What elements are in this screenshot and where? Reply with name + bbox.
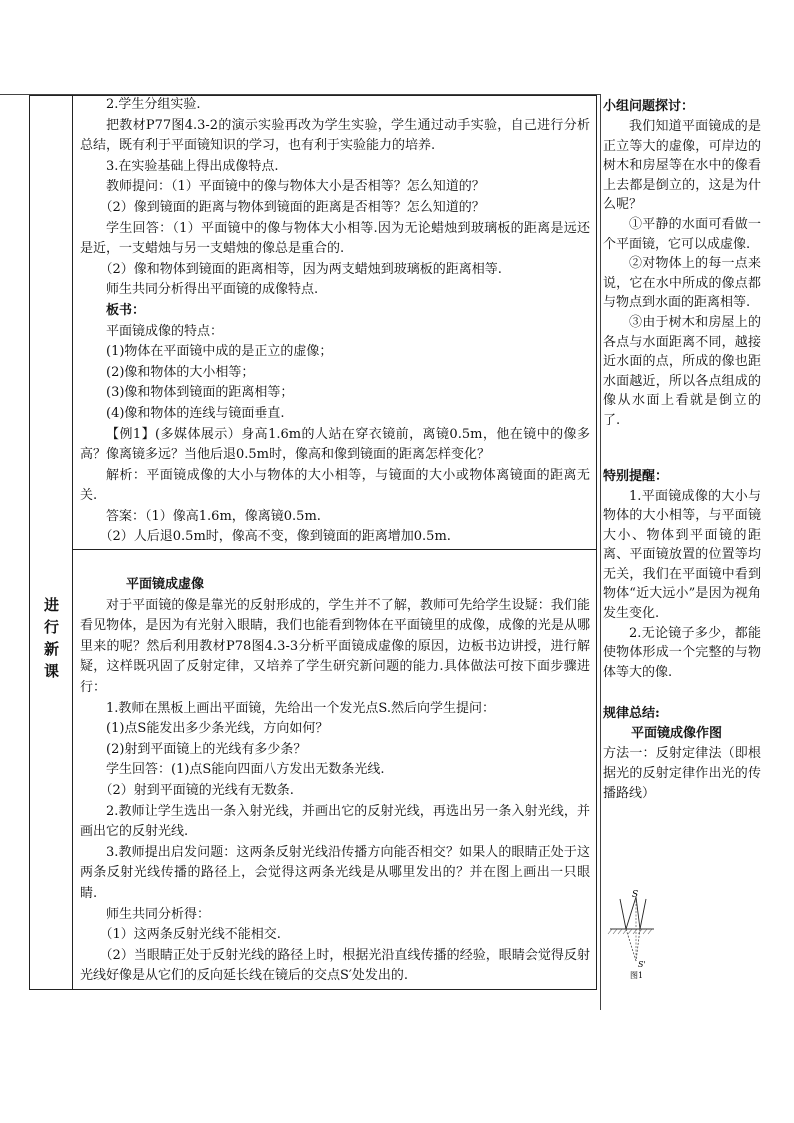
body-paragraph: 2.教师让学生选出一条入射光线，并画出它的反射光线，再选出另一条入射光线，并画出它的反射光线. [80,803,590,840]
body-paragraph: 板书： [106,302,146,318]
row2-body [74,596,596,987]
body-paragraph: (1)点S能发出多少条光线，方向如何？ [106,721,329,737]
sidebar-paragraph: 我们知道平面镜成的是正立等大的虚像，可岸边的树木和房屋等在水中的像看上去都是倒立的，这是为什么呢？ [603,119,761,213]
section-label [30,594,73,682]
sidebar [603,95,761,803]
mirror-ray-figure [606,885,656,980]
body-paragraph: 学生回答：(1)点S能向四面八方发出无数条光线. [106,762,385,778]
body-paragraph: 师生共同分析得出平面镜的成像特点. [106,282,319,298]
label-char: 课 [43,662,59,680]
body-paragraph: 【例1】(多媒体展示）身高1.6m的人站在穿衣镜前，离镜0.5m，他在镜中的像多高？像离镜多远？当他后退0.5m时，像高和像到镜面的距离怎样变化？ [80,426,590,463]
body-paragraph: 2.学生分组实验. [106,97,201,112]
label-char: 新 [43,640,59,658]
body-paragraph: (2)射到平面镜上的光线有多少条？ [106,741,307,757]
sidebar-heading-discussion: 小组问题探讨： [603,99,695,114]
body-paragraph: 教师提问：（1）平面镜中的像与物体大小是否相等？怎么知道的？ [106,179,485,195]
sidebar-subheading-drawing: 平面镜成像作图 [631,726,723,742]
body-paragraph: (1)物体在平面镜中成的是正立的虚像； [106,344,333,360]
body-paragraph: 师生共同分析得： [106,906,211,922]
figure-label-s-prime: S' [638,960,646,969]
figure-caption: 图1 [630,971,644,980]
sidebar-paragraph: 2.无论镜子多少，都能使物体形成一个完整的与物体等大的像. [603,625,761,680]
sidebar-divider [600,95,601,1010]
sidebar-heading-summary: 规律总结: [603,706,660,722]
sidebar-paragraph: ①平静的水面可看做一个平面镜，它可以成虚像. [603,216,761,252]
sidebar-paragraph: ②对物体上的每一点来说，它在水中所成的像点都与物点到水面的距离相等. [603,256,761,311]
figure-label-s: S [632,890,639,900]
body-paragraph: 1.教师在黑板上画出平面镜，先给出一个发光点S.然后向学生提问： [106,700,495,716]
body-paragraph: （1）这两条反射光线不能相交. [99,927,281,943]
body-paragraph: 解析：平面镜成像的大小与物体的大小相等，与镜面的大小或物体离镜面的距离无关. [80,467,590,504]
body-paragraph: 3.在实验基础上得出成像特点. [106,158,279,174]
section-label-column [30,96,73,989]
body-paragraph: （2）射到平面镜的光线有无数条. [99,782,294,798]
body-paragraph: 3.教师提出启发问题：这两条反射光线沿传播方向能否相交？如果人的眼睛正处于这两条反射光线传播的路径上，会觉得这两条光线是从哪里发出的？并在图上画出一只眼睛. [80,844,590,901]
sidebar-paragraph: 1.平面镜成像的大小与物体的大小相等，与平面镜大小、物体到平面镜的距离、平面镜放置的位置等均无关，我们在平面镜中看到物体“近大远小”是因为视角发生变化. [603,488,761,622]
body-paragraph: 学生回答：（1）平面镜中的像与物体大小相等.因为无论蜡烛到玻璃板的距离是远还是近，一支蜡烛与另一支蜡烛的像总是重合的. [80,220,590,257]
sidebar-paragraph: ③由于树木和房屋上的各点与水面距离不同，越接近水面的点，所成的像也距水面越近，所以各点组成的像从水面上看就是倒立的了. [603,314,761,428]
body-paragraph: 对于平面镜的像是靠光的反射形成的，学生并不了解，教师可先给学生设疑：我们能看见物体，是因为有光射入眼睛，我们也能看到物体在平面镜里的成像，成像的光是从哪里来的呢？然后利用教材P78图4.3-3分析平面镜成虚像的原因，边板书边讲授，进行解疑，这样既巩固了反射定律，又培养了学生研究新问题的能力.具体做法可按下面步骤进行： [80,597,590,695]
body-paragraph: 把教材P77图4.3-2的演示实验再改为学生实验，学生通过动手实验，自己进行分析总结，既有利于平面镜知识的学习，也有利于实验能力的培养. [80,117,590,154]
body-paragraph: （2）当眼睛正处于反射光线的路径上时，根据光沿直线传播的经验，眼睛会觉得反射光线好像是从它们的反向延长线在镜后的交点S′处发出的. [80,947,590,984]
label-char: 行 [43,618,59,636]
body-paragraph: (2)像和物体的大小相等； [106,364,255,380]
body-paragraph: 答案：（1）像高1.6m，像离镜0.5m. [106,508,321,524]
lesson-row-experiment [74,95,596,550]
sidebar-paragraph: 方法一：反射定律法（即根据光的反射定律作出光的传播路线） [603,746,761,801]
body-paragraph: (3)像和物体到镜面的距离相等； [106,385,294,401]
body-paragraph: 平面镜成像的特点： [106,323,224,339]
label-char: 进 [43,596,59,614]
row2-title: 平面镜成虚像 [126,577,205,592]
body-paragraph: （2）像和物体到镜面的距离相等，因为两支蜡烛到玻璃板的距离相等. [99,261,502,277]
body-paragraph: (4)像和物体的连线与镜面垂直. [106,405,285,421]
body-paragraph: （2）像到镜面的距离与物体到镜面的距离是否相等？怎么知道的？ [99,199,485,215]
body-paragraph: （2）人后退0.5m时，像高不变，像到镜面的距离增加0.5m. [99,529,451,545]
sidebar-heading-reminder: 特别提醒： [603,468,669,484]
lesson-row-virtual-image [74,575,596,987]
